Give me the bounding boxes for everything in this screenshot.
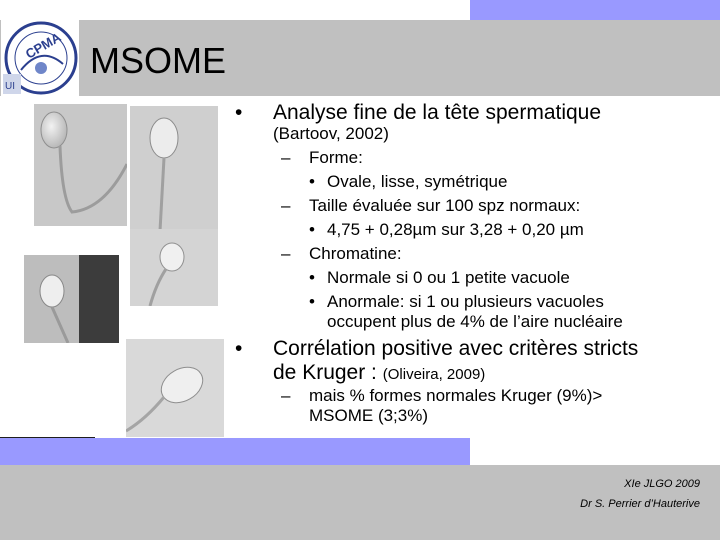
footer-event: XIe JLGO 2009 [624,478,700,490]
dash-marker: – [281,196,291,215]
bullet-marker: • [235,101,243,124]
micrograph-sperm-3 [130,229,218,306]
svg-text:UI: UI [5,81,15,92]
citation: (Oliveira, 2009) [382,366,486,383]
content-line: Forme: [309,148,363,167]
footer-author: Dr S. Perrier d’Hauterive [580,498,700,510]
bullet-marker: • [235,337,243,360]
content-line: Corrélation positive avec critères stricts [273,337,639,360]
content-line [273,361,485,387]
content-line: Chromatine: [309,244,402,263]
micrograph-sperm-2 [130,106,218,231]
content-line: MSOME (3;3%) [309,406,429,425]
micrograph-sperm-4 [24,255,119,343]
content-line-text: de Kruger : [273,361,377,384]
dash-marker: – [281,386,291,405]
cpma-logo [1,20,79,96]
bullet-marker: • [309,220,315,239]
bullet-marker: • [309,268,315,287]
dash-marker: – [281,148,291,167]
content-line: Anormale: si 1 ou plusieurs vacuoles [327,292,604,311]
content-line: mais % formes normales Kruger (9%)> [309,386,603,405]
bottom-accent-bar [0,438,470,465]
content-line: Normale si 0 ou 1 petite vacuole [327,268,570,287]
bullet-marker: • [309,172,315,191]
bullet-marker: • [309,292,315,311]
logo-text: CPMA [22,29,64,62]
content-line: Ovale, lisse, symétrique [327,172,508,191]
content-line: Analyse fine de la tête spermatique [273,101,602,124]
micrograph-sperm-5 [126,339,224,437]
slide-title: MSOME [90,40,227,81]
micrograph-sperm-1 [34,104,127,226]
dash-marker: – [281,244,291,263]
content-line: Taille évaluée sur 100 spz normaux: [309,196,581,215]
top-accent-bar [470,0,720,20]
content-line: (Bartoov, 2002) [273,124,389,143]
content-line: 4,75 + 0,28µm sur 3,28 + 0,20 µm [327,220,584,239]
content-line: occupent plus de 4% de l’aire nucléaire [327,312,623,331]
